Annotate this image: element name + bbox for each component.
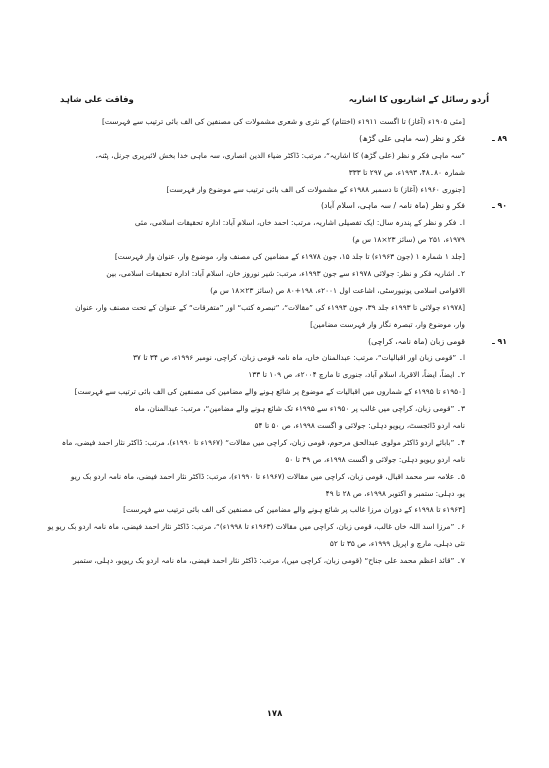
entry-heading: [62, 200, 507, 211]
text-line: نامہ اردو ریویو دہلی: جولائی و اگست ۱۹۹۸ء، ص ۳۹ تا ۵۰: [285, 454, 465, 464]
text-line: ۵۔ علامہ سر محمد اقبال، قومی زبان، کراچی میں مقالات (۱۹۶۷ء تا ۱۹۹۰ء)، مرتب: ڈاکٹر نثار احمد فیضی، ماہ نامہ اردو بک ریو: [70, 471, 465, 481]
text-line: [مئی ۱۹۰۵ء (آغاز) تا اگست ۱۹۱۱ء (اختتام) کے نثری و شعری مشمولات کی مصنفین کی الف بائی ترتیب سے فہرست]: [101, 117, 465, 126]
entry-number: ۸۹ ـ: [492, 133, 507, 143]
text-line: نئی دہلی، مارچ و اپریل ۱۹۹۹ء، ص ۳۵ تا ۵۲: [329, 539, 465, 549]
index-entries: [47, 116, 507, 572]
text-line: یو، دہلی: ستمبر و اکتوبر ۱۹۹۸ء، ص ۲۸ تا ۴۹: [325, 488, 465, 498]
text-line: وار، موضوع وار، تبصرہ نگار وار فہرست مضامین]: [310, 319, 465, 329]
text-line: ا۔ ”قومی زبان اور اقبالیات“، مرتب: عبدالمنان خاں، ماہ نامہ قومی زبان، کراچی، نومبر ۱۹۹۶ء، ص ۳۴ تا ۳۷: [132, 353, 465, 363]
text-line: [۱۹۷۸ء جولائی تا ۱۹۹۳ء جلد ۳۹، جون ۱۹۹۳ء کی ”مقالات“، ”تبصرہ کتب“ اور ”متفرقات“ کے عنوان کے تحت مصنف وار، عنوان: [75, 302, 465, 312]
text-line: ”سہ ماہی فکر و نظر (علی گڑھ) کا اشاریہ“، مرتب: ڈاکٹر ضیاء الدین انصاری، سہ ماہی خدا بخش لائبریری جرنل، پٹنہ،: [95, 150, 465, 160]
journal-title: اُردو رسائل کے اشاریوں کا اشاریہ: [348, 94, 489, 105]
running-header: [60, 92, 489, 106]
entry-heading: [62, 133, 507, 144]
text-line: شمارہ ۸۰۔۴۸، ۱۹۹۳ء، ص ۲۹۷ تا ۳۳۳: [348, 167, 465, 177]
text-line: ۳۔ ”قومی زبان، کراچی میں غالب پر ۱۹۵۰ء سے ۱۹۹۵ء تک شائع ہونے والے مضامین“، مرتب: عبدالمنان، ماہ: [134, 404, 465, 414]
text-line: [۱۹۵۰ء تا ۱۹۹۵ء کے شماروں میں اقبالیات کے موضوع پر شائع ہونے والے مضامین کی مصنفین کی الف بائی ترتیب سے فہرست]: [74, 387, 465, 397]
entry-title: فکر و نظر (سہ ماہی علی گڑھ): [359, 133, 465, 143]
page-number: ۱۷۸: [266, 709, 283, 719]
author-name: وفاقت علی شاہد: [60, 94, 134, 105]
text-line: ۷۔ ”قائد اعظم محمد علی جناح“ (قومی زبان، کراچی میں)، مرتب: ڈاکٹر نثار احمد فیضی، ماہ نامہ اردو بک ریویو، دہلی، ستمبر: [73, 556, 465, 566]
text-line: ۱۹۷۹ء، ۲۵۱ ص (سائز ۲۳×۱۸ س م): [352, 235, 465, 245]
entry-number: ۹۱ ـ: [492, 336, 507, 346]
text-line: [جلد ۱ شمارہ ۱ (جون ۱۹۶۳ء) تا جلد ۱۵، جون ۱۹۷۸ء کے مضامین کی مصنف وار، موضوع وار، عنوان وار فہرست]: [114, 252, 465, 262]
entry-title: فکر و نظر (ماہ نامہ / سہ ماہی، اسلام آباد): [321, 201, 465, 211]
entry-title: قومی زبان (ماہ نامہ، کراچی): [368, 336, 465, 346]
text-line: [جنوری ۱۹۶۰ء (آغاز) تا دسمبر ۱۹۸۸ء کے مشمولات کی الف بائی ترتیب سے موضوع وار فہرست]: [166, 184, 465, 194]
text-line: ا۔ فکر و نظر کے پندرہ سال: ایک تفصیلی اشاریہ، مرتب: احمد خاں، اسلام آباد: ادارہ تحقیقات اسلامی، مئی: [134, 218, 465, 228]
text-line: ۴۔ ”بابائے اردو ڈاکٹر مولوی عبدالحق مرحوم، قومی زبان، کراچی میں مقالات“ (۱۹۶۷ء تا ۱۹۹۰ء)، مرتب: ڈاکٹر نثار احمد فیضی، ماہ: [61, 437, 465, 447]
entry-number: ۹۰ ـ: [492, 201, 507, 211]
text-line: [۱۹۶۳ء تا ۱۹۹۸ء کے دوران مرزا غالب پر شائع ہونے والے مضامین کی مصنفین کی الف بائی ترتیب سے فہرست]: [123, 505, 465, 515]
text-line: الاقوامی اسلامی یونیورسٹی، اشاعت اول ۲۰۰۱ء، ۱۹۸+۸۰ ص (سائز ۲۳×۱۸ س م): [210, 285, 465, 295]
text-line: ۶۔ ”مرزا اسد اللہ خاں غالب، قومی زبان، کراچی میں مقالات (۱۹۶۳ء تا ۱۹۹۸ء)“، مرتب: ڈاکٹر نثار احمد فیضی، ماہ نامہ اردو بک ریو یو: [47, 522, 465, 532]
text-line: ۲۔ ایضاً، ایضاً، الاقربا، اسلام آباد، جنوری تا مارچ ۲۰۰۴ء، ص ۱۰۹ تا ۱۳۳: [248, 370, 465, 380]
entry-heading: [62, 336, 507, 347]
text-line: ۲۔ اشاریہ فکر و نظر: جولائی ۱۹۷۸ء سے جون ۱۹۹۳ء، مرتب: شیر نوروز خان، اسلام آباد: ادارہ تحقیقات اسلامی، بین: [106, 269, 465, 279]
text-line: نامہ اردو ڈائجسٹ، ریویو دہلی: جولائی و اگست ۱۹۹۸ء، ص ۵۰ تا ۵۴: [254, 421, 465, 431]
